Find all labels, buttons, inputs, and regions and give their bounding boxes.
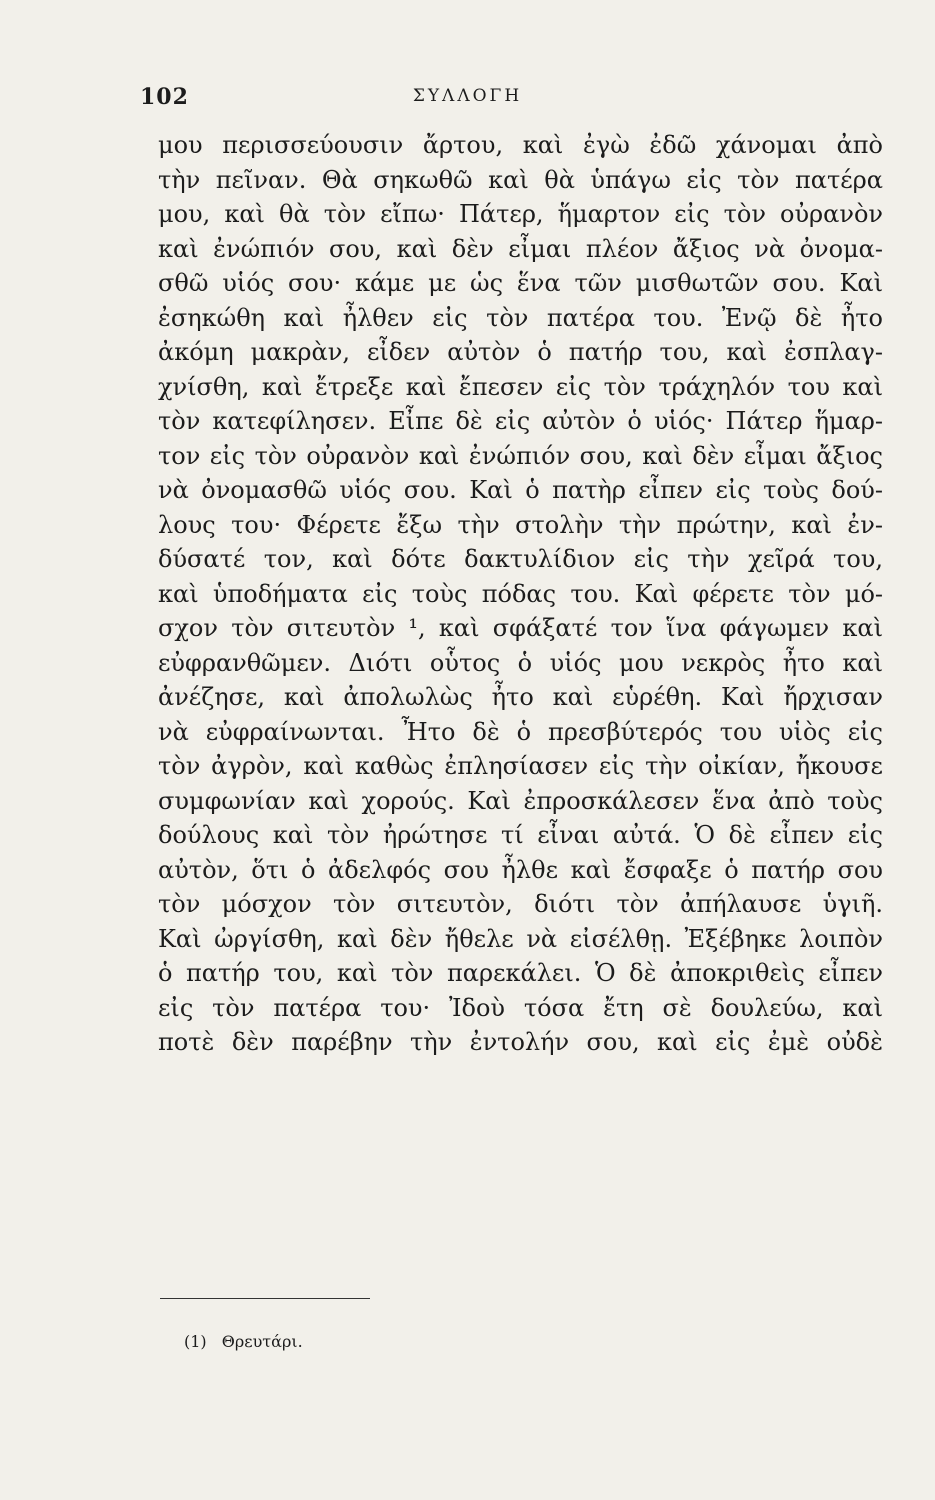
text-line: σθῶ υἱός σου· κάμε με ὡς ἕνα τῶν μισθωτῶν σου. Καὶ — [158, 269, 883, 297]
text-line: εἰς τὸν πατέρα του· Ἰδοὺ τόσα ἔτη σὲ δουλεύω, καὶ — [158, 993, 883, 1022]
text-line: νὰ εὐφραίνωνται. Ἦτο δὲ ὁ πρεσβύτερός του υἱὸς εἰς — [158, 717, 883, 746]
text-line: καὶ ὑποδήματα εἰς τοὺς πόδας του. Καὶ φέρετε τὸν μό- — [158, 579, 883, 608]
text-line: ἀκόμη μακρὰν, εἶδεν αὐτὸν ὁ πατήρ του, καὶ ἐσπλαγ- — [158, 338, 883, 366]
footnote — [184, 1332, 303, 1351]
text-line: τὴν πεῖναν. Θὰ σηκωθῶ καὶ θὰ ὑπάγω εἰς τὸν πατέρα — [158, 165, 883, 194]
text-line: ὁ πατήρ του, καὶ τὸν παρεκάλει. Ὁ δὲ ἀποκριθεὶς εἶπεν — [158, 959, 883, 987]
text-line: συμφωνίαν καὶ χορούς. Καὶ ἐπροσκάλεσεν ἕνα ἀπὸ τοὺς — [158, 786, 883, 815]
text-line: τὸν μόσχον τὸν σιτευτὸν, διότι τὸν ἀπήλαυσε ὑγιῆ. — [158, 890, 883, 918]
text-line: σχον τὸν σιτευτὸν ¹, καὶ σφάξατέ τον ἵνα φάγωμεν καὶ — [158, 614, 883, 642]
text-line: ἀνέζησε, καὶ ἀπολωλὼς ἦτο καὶ εὑρέθη. Καὶ ἤρχισαν — [158, 683, 883, 711]
text-line: τὸν ἀγρὸν, καὶ καθὼς ἐπλησίασεν εἰς τὴν οἰκίαν, ἤκουσε — [158, 752, 883, 780]
text-line: νὰ ὀνομασθῶ υἱός σου. Καὶ ὁ πατὴρ εἶπεν εἰς τοὺς δού- — [158, 476, 883, 504]
text-line: αὐτὸν, ὅτι ὁ ἀδελφός σου ἦλθε καὶ ἔσφαξε ὁ πατήρ σου — [158, 855, 883, 884]
page-number: 102 — [140, 84, 189, 110]
text-line: μου περισσεύουσιν ἄρτου, καὶ ἐγὼ ἐδῶ χάνομαι ἀπὸ — [158, 131, 883, 159]
text-line: τον εἰς τὸν οὐρανὸν καὶ ἐνώπιόν σου, καὶ δὲν εἶμαι ἄξιος — [158, 441, 883, 470]
text-line: εὐφρανθῶμεν. Διότι οὗτος ὁ υἱός μου νεκρὸς ἦτο καὶ — [158, 648, 883, 677]
footnote-rule — [160, 1298, 370, 1299]
text-line: ποτὲ δὲν παρέβην τὴν ἐντολήν σου, καὶ εἰς ἐμὲ οὐδὲ — [158, 1028, 883, 1056]
text-line: χνίσθη, καὶ ἔτρεξε καὶ ἔπεσεν εἰς τὸν τράχηλόν του καὶ — [158, 372, 883, 401]
text-line: καὶ ἐνώπιόν σου, καὶ δὲν εἶμαι πλέον ἄξιος νὰ ὀνομα- — [158, 234, 883, 263]
footnote-marker: (1) — [184, 1332, 207, 1351]
text-line: Καὶ ὠργίσθη, καὶ δὲν ἤθελε νὰ εἰσέλθῃ. Ἐξέβηκε λοιπὸν — [158, 924, 883, 953]
text-line: λους του· Φέρετε ἔξω τὴν στολὴν τὴν πρώτην, καὶ ἐν- — [158, 510, 883, 539]
text-line: δούλους καὶ τὸν ἠρώτησε τί εἶναι αὐτά. Ὁ δὲ εἶπεν εἰς — [158, 821, 883, 849]
running-title: ΣΥΛΛΟΓΗ — [412, 86, 523, 106]
text-line: ἐσηκώθη καὶ ἦλθεν εἰς τὸν πατέρα του. Ἐνῷ δὲ ἦτο — [158, 303, 883, 332]
text-line: μου, καὶ θὰ τὸν εἴπω· Πάτερ, ἥμαρτον εἰς τὸν οὐρανὸν — [158, 200, 883, 228]
footnote-text: Θρευτάρι. — [221, 1332, 303, 1351]
text-line: δύσατέ τον, καὶ δότε δακτυλίδιον εἰς τὴν χεῖρά του, — [158, 545, 883, 573]
text-line: τὸν κατεφίλησεν. Εἶπε δὲ εἰς αὐτὸν ὁ υἱός· Πάτερ ἥμαρ- — [158, 407, 883, 435]
body-text — [158, 128, 883, 1060]
